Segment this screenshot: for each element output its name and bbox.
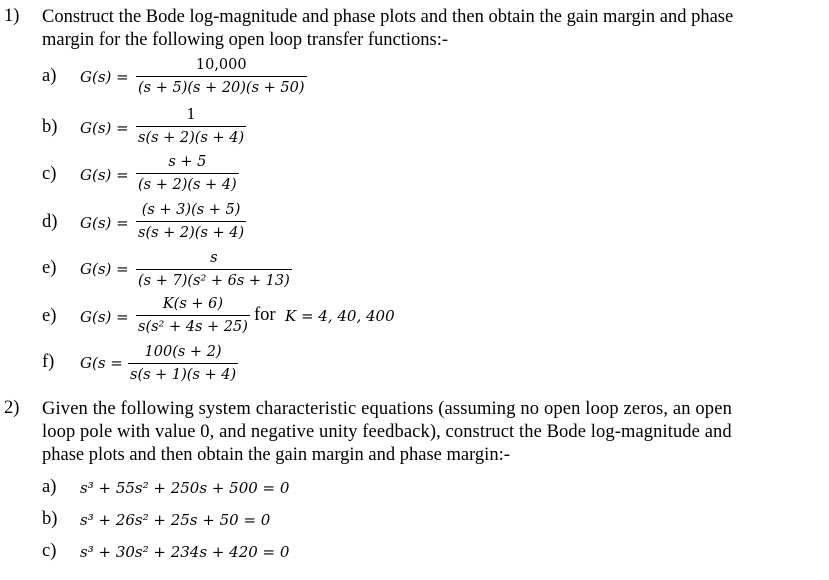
question-2-line-1: Given the following system characteristic equations (assuming no open loop zeros, an open — [42, 399, 732, 419]
q2-item-a-label: a) — [42, 477, 57, 497]
q1-item-c-numerator: s + 5 — [168, 154, 207, 170]
q1-item-a-denominator: (s + 5)(s + 20)(s + 50) — [138, 80, 305, 96]
q1-item-e2-lhs: G(s) = — [80, 308, 129, 326]
q1-item-e-numerator: s — [210, 250, 218, 266]
q1-item-f-denominator: s(s + 1)(s + 4) — [130, 367, 237, 383]
q1-item-d-lhs: G(s) = — [80, 214, 129, 232]
q1-item-e2-suffix-text: for — [254, 305, 276, 325]
q2-item-b-equation: s³ + 26s² + 25s + 50 = 0 — [80, 511, 271, 529]
q1-item-b-fraction — [136, 106, 246, 147]
q1-item-a-numerator: 10,000 — [195, 57, 247, 73]
q1-item-c-fraction — [136, 153, 239, 194]
q1-item-d-numerator: (s + 3)(s + 5) — [141, 202, 241, 218]
q1-item-c-lhs: G(s) = — [80, 166, 129, 184]
q1-item-b-lhs: G(s) = — [80, 119, 129, 137]
q1-item-e2-suffix-math: K = 4, 40, 400 — [285, 307, 395, 325]
question-2-line-3: phase plots and then obtain the gain margin and phase margin:- — [42, 445, 510, 465]
q1-item-e-denominator: (s + 7)(s² + 6s + 13) — [138, 273, 290, 289]
q1-item-e-label: e) — [42, 258, 57, 278]
q1-item-f-label: f) — [42, 352, 55, 372]
fraction-bar — [136, 76, 307, 77]
q1-item-a-label: a) — [42, 66, 57, 86]
q2-item-c-label: c) — [42, 541, 57, 561]
q1-item-c-label: c) — [42, 164, 57, 184]
fraction-bar — [136, 221, 246, 222]
question-1-line-1: Construct the Bode log-magnitude and phase plots and then obtain the gain margin and phase — [42, 7, 734, 27]
question-1-number: 1) — [4, 6, 20, 26]
q1-item-e2-denominator: s(s² + 4s + 25) — [138, 319, 248, 335]
q1-item-e-fraction — [136, 249, 292, 290]
fraction-bar — [136, 173, 239, 174]
fraction-bar — [136, 269, 292, 270]
q1-item-a-fraction — [136, 56, 307, 97]
fraction-bar — [128, 363, 238, 364]
q1-item-e-lhs: G(s) = — [80, 260, 129, 278]
q1-item-b-label: b) — [42, 117, 58, 137]
question-2-number: 2) — [4, 398, 20, 418]
fraction-bar — [136, 315, 250, 316]
question-1-line-2: margin for the following open loop transfer functions:- — [42, 30, 449, 50]
q1-item-e2-label: e) — [42, 306, 57, 326]
q2-item-c-equation: s³ + 30s² + 234s + 420 = 0 — [80, 543, 290, 561]
fraction-bar — [136, 126, 246, 127]
q1-item-d-fraction — [136, 201, 246, 242]
q2-item-b-label: b) — [42, 509, 58, 529]
q2-item-a-equation: s³ + 55s² + 250s + 500 = 0 — [80, 479, 290, 497]
q1-item-a-lhs: G(s) = — [80, 68, 129, 86]
q1-item-b-numerator: 1 — [186, 107, 196, 123]
q1-item-e2-fraction — [136, 295, 250, 336]
q1-item-c-denominator: (s + 2)(s + 4) — [138, 177, 237, 193]
q1-item-d-label: d) — [42, 212, 58, 232]
question-2-line-2: loop pole with value 0, and negative unity feedback), construct the Bode log-magnitude and — [42, 422, 732, 442]
q1-item-b-denominator: s(s + 2)(s + 4) — [138, 130, 245, 146]
q1-item-e2-numerator: K(s + 6) — [162, 296, 224, 312]
q1-item-d-denominator: s(s + 2)(s + 4) — [138, 225, 245, 241]
q1-item-f-lhs: G(s = — [80, 354, 123, 372]
q1-item-f-fraction — [128, 343, 238, 384]
q1-item-f-numerator: 100(s + 2) — [144, 344, 222, 360]
